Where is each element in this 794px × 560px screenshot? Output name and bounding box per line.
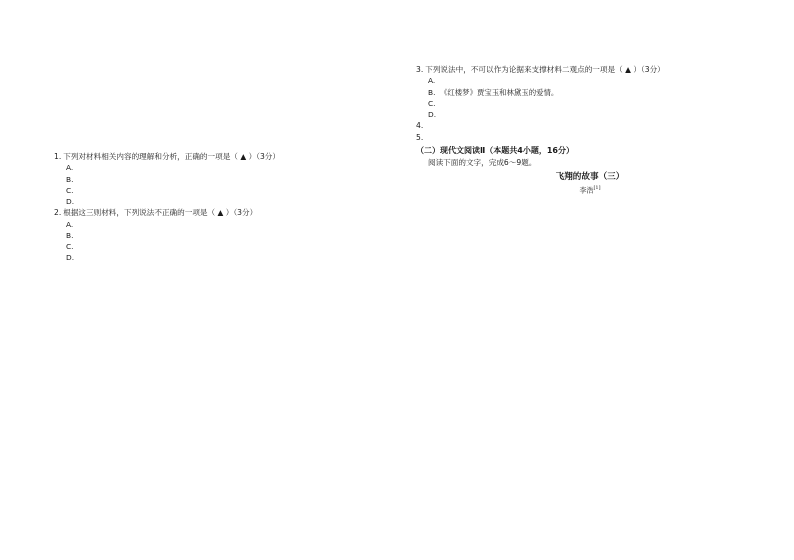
story-paragraph — [416, 245, 764, 257]
option-letter: C. — [66, 185, 74, 195]
question-stem — [416, 120, 764, 131]
story-paragraph — [416, 221, 764, 233]
story-paragraph — [416, 269, 764, 281]
question-stem — [416, 132, 764, 143]
question-number: 3. — [416, 65, 424, 74]
question-stem — [54, 151, 399, 162]
passage-paragraph — [54, 112, 399, 124]
option-letter: C. — [428, 98, 436, 108]
option-letter: B. — [66, 174, 74, 184]
option-text — [440, 109, 764, 120]
passage-paragraph — [54, 88, 399, 100]
question-text: 根据这三则材料，下列说法不正确的一项是（ ▲ ）（3分） — [63, 208, 258, 218]
option-text — [78, 219, 399, 230]
passage-paragraph — [54, 64, 399, 76]
question-text: 下列对材料相关内容的理解和分析，正确的一项是（ ▲ ）（3分） — [63, 152, 280, 161]
option-letter: A. — [66, 163, 74, 173]
answer-option — [428, 109, 764, 120]
question-number: 4. — [416, 121, 424, 131]
story-paragraph — [416, 317, 764, 329]
answer-option — [66, 230, 399, 241]
passage-source — [54, 137, 399, 149]
answer-option — [66, 252, 399, 263]
option-text — [78, 252, 399, 263]
answer-option — [428, 75, 764, 86]
question-number: 2. — [54, 208, 62, 218]
story-paragraph — [416, 257, 764, 269]
option-text — [78, 241, 399, 252]
question-number: 1. — [54, 152, 62, 161]
story-text — [416, 197, 764, 329]
answer-option — [428, 98, 764, 109]
option-letter: A. — [66, 219, 74, 229]
passage-text — [54, 64, 399, 136]
story-paragraph — [416, 305, 764, 317]
question-number: 5. — [416, 132, 424, 142]
question-stem — [416, 64, 764, 75]
passage-paragraph — [54, 76, 399, 88]
answer-option — [66, 185, 399, 196]
option-text — [78, 230, 399, 241]
option-text: 《红楼梦》贾宝玉和林黛玉的爱情。 — [440, 87, 559, 97]
question-text: 下列说法中，不可以作为论据来支撑材料二观点的一项是（ ▲ ）（3分） — [425, 65, 665, 74]
option-letter: A. — [428, 76, 436, 86]
story-paragraph — [416, 209, 764, 221]
answer-option — [428, 87, 764, 98]
option-letter: D. — [66, 253, 75, 263]
answer-option — [66, 174, 399, 185]
left-questions — [54, 151, 399, 263]
answer-option — [66, 196, 399, 207]
answer-option — [66, 162, 399, 173]
story-author — [416, 183, 764, 195]
left-column — [54, 64, 399, 534]
question-stem — [54, 207, 399, 218]
answer-option — [66, 241, 399, 252]
story-paragraph — [416, 293, 764, 305]
right-column — [416, 64, 764, 534]
option-text — [78, 196, 399, 207]
option-text — [440, 75, 764, 86]
author-name: 李浩 — [579, 186, 594, 195]
right-questions — [416, 64, 764, 143]
story-paragraph — [416, 197, 764, 209]
story-paragraph — [416, 281, 764, 293]
passage-paragraph — [54, 100, 399, 112]
option-text — [78, 162, 399, 173]
option-letter: B. — [66, 230, 74, 240]
option-text — [78, 185, 399, 196]
answer-option — [66, 219, 399, 230]
option-letter: C. — [66, 242, 74, 252]
reading-instruction: 阅读下面的文字，完成6～9题。 — [428, 158, 537, 168]
section-heading: （二）现代文阅读Ⅱ（本题共4小题，16分） — [416, 146, 574, 156]
story-title: 飞翔的故事（三） — [555, 172, 625, 183]
passage-paragraph — [54, 124, 399, 136]
option-letter: B. — [428, 87, 436, 97]
author-note-marker: [1] — [593, 185, 601, 192]
story-paragraph — [416, 233, 764, 245]
option-text — [440, 98, 764, 109]
option-text — [78, 174, 399, 185]
option-letter: D. — [428, 110, 437, 120]
option-letter: D. — [66, 197, 75, 207]
